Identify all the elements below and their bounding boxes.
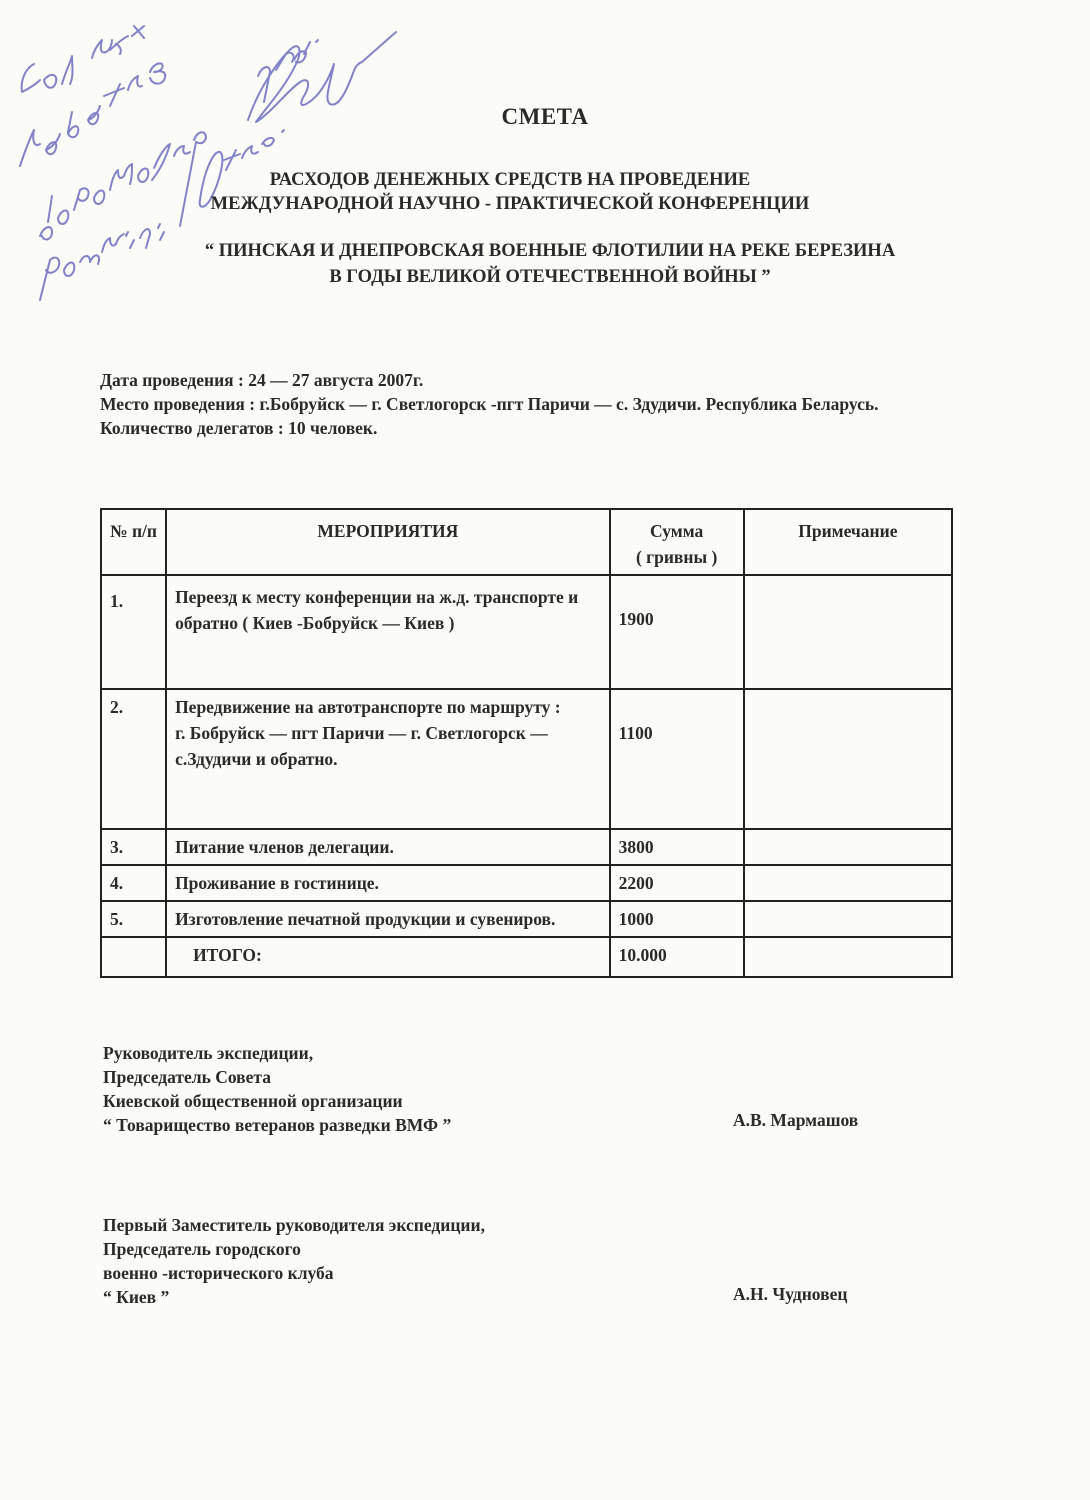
- total-label-cell: [166, 937, 610, 977]
- event-info: [100, 368, 970, 440]
- header-sum: [610, 509, 744, 575]
- row-event: Проживание в гостинице.: [166, 865, 610, 901]
- header-sum-line-2: ( гривны ): [635, 547, 718, 567]
- signature-block-1: [103, 1041, 703, 1137]
- total-label: ИТОГО:: [193, 945, 262, 965]
- table-row: [101, 829, 952, 865]
- table-row: [101, 865, 952, 901]
- row-sum: 2200: [610, 865, 744, 901]
- signature-line: “ Товарищество ветеранов разведки ВМФ ”: [103, 1115, 452, 1135]
- conference-line-1: “ ПИНСКАЯ И ДНЕПРОВСКАЯ ВОЕННЫЕ ФЛОТИЛИИ НА РЕКЕ БЕРЕЗИНА: [204, 241, 896, 261]
- row-event: [166, 689, 610, 829]
- subtitle-line-2: МЕЖДУНАРОДНОЙ НАУЧНО - ПРАКТИЧЕСКОЙ КОНФЕРЕНЦИИ: [210, 194, 810, 214]
- signature-line: военно -исторического клуба: [103, 1263, 334, 1283]
- row-sum: 1900: [610, 575, 744, 689]
- row-event: Изготовление печатной продукции и сувениров.: [166, 901, 610, 937]
- event-date: Дата проведения : 24 — 27 августа 2007г.: [100, 370, 424, 390]
- total-num: [101, 937, 166, 977]
- row-num: 4.: [101, 865, 166, 901]
- row-note: [744, 901, 952, 937]
- total-note: [744, 937, 952, 977]
- row-num: 3.: [101, 829, 166, 865]
- signature-line: Первый Заместитель руководителя экспедиции,: [103, 1215, 485, 1235]
- table-row: [101, 689, 952, 829]
- row-note: [744, 575, 952, 689]
- table-total-row: [101, 937, 952, 977]
- header-sum-line-1: Сумма: [650, 521, 704, 541]
- signature-line: Киевской общественной организации: [103, 1091, 403, 1111]
- row-note: [744, 865, 952, 901]
- conference-line-2: В ГОДЫ ВЕЛИКОЙ ОТЕЧЕСТВЕННОЙ ВОЙНЫ ”: [329, 267, 771, 287]
- subtitle-line-1: РАСХОДОВ ДЕНЕЖНЫХ СРЕДСТВ НА ПРОВЕДЕНИЕ: [269, 170, 751, 190]
- conference-name: [100, 238, 1000, 290]
- signature-line: “ Киев ”: [103, 1287, 170, 1307]
- header-event: МЕРОПРИЯТИЯ: [166, 509, 610, 575]
- table-header-row: [101, 509, 952, 575]
- row-sum: 1000: [610, 901, 744, 937]
- row-num: 5.: [101, 901, 166, 937]
- event-delegates: Количество делегатов : 10 человек.: [100, 418, 378, 438]
- row-note: [744, 689, 952, 829]
- estimate-table: [100, 508, 953, 978]
- total-sum: 10.000: [610, 937, 744, 977]
- row-event-line-2: г. Бобруйск — пгт Паричи — г. Светлогорск — с.Здудичи и обратно.: [175, 723, 548, 769]
- row-note: [744, 829, 952, 865]
- row-event: Переезд к месту конференции на ж.д. транспорте и обратно ( Киев -Бобруйск — Киев ): [166, 575, 610, 689]
- table-row: [101, 901, 952, 937]
- row-sum: 3800: [610, 829, 744, 865]
- row-num: 1.: [101, 575, 166, 689]
- header-num: № п/п: [101, 509, 166, 575]
- row-event-line-1: Передвижение на автотранспорте по маршруту :: [175, 697, 561, 717]
- document-title: СМЕТА: [501, 104, 589, 129]
- signature-line: Председатель городского: [103, 1239, 301, 1259]
- row-num: 2.: [101, 689, 166, 829]
- signatory-name-2: А.Н. Чудновец: [733, 1284, 848, 1304]
- signature-block-2: [103, 1213, 703, 1309]
- event-place: Место проведения : г.Бобруйск — г. Светлогорск -пгт Паричи — с. Здудичи. Республика Беларусь.: [100, 394, 879, 414]
- row-sum: 1100: [610, 689, 744, 829]
- signature-line: Председатель Совета: [103, 1067, 271, 1087]
- row-event: Питание членов делегации.: [166, 829, 610, 865]
- signature-line: Руководитель экспедиции,: [103, 1043, 314, 1063]
- signatory-name-1: А.В. Мармашов: [733, 1110, 859, 1130]
- table-row: [101, 575, 952, 689]
- document-subtitle: [60, 168, 960, 216]
- header-note: Примечание: [744, 509, 952, 575]
